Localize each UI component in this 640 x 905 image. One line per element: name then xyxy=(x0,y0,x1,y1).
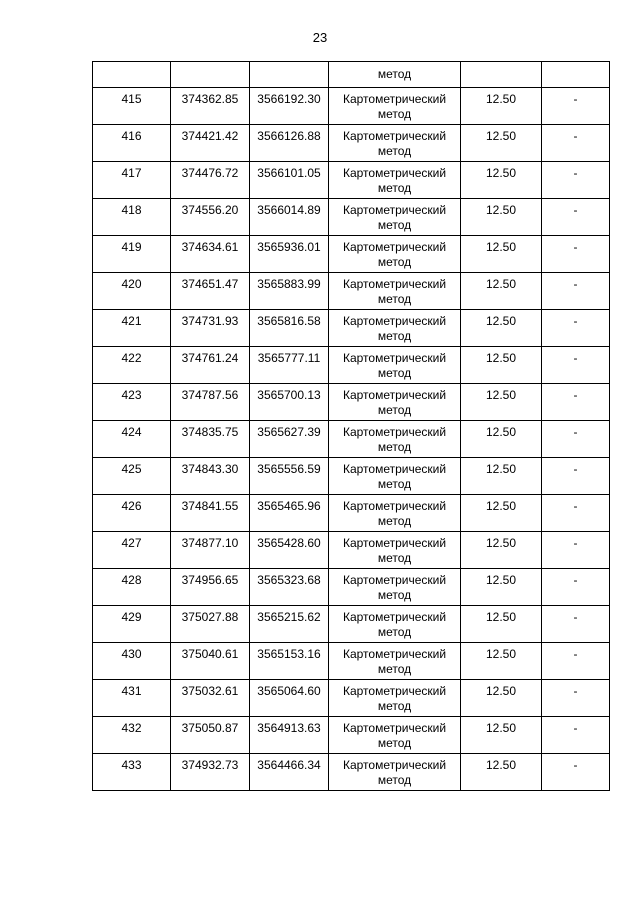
cell-method: Картометрический метод xyxy=(329,495,461,532)
table-row xyxy=(93,643,610,680)
cell-accuracy: 12.50 xyxy=(461,88,542,125)
table-row xyxy=(93,532,610,569)
cell-note: - xyxy=(542,754,610,791)
cell-y: 3565627.39 xyxy=(250,421,329,458)
cell-y: 3565465.96 xyxy=(250,495,329,532)
continuation-row xyxy=(93,62,610,88)
cell-note: - xyxy=(542,347,610,384)
cell-accuracy: 12.50 xyxy=(461,569,542,606)
cell-method: Картометрический метод xyxy=(329,680,461,717)
cell-y: 3565936.01 xyxy=(250,236,329,273)
cell-y: 3566126.88 xyxy=(250,125,329,162)
cell-note: - xyxy=(542,273,610,310)
cell-method: Картометрический метод xyxy=(329,88,461,125)
table-row xyxy=(93,717,610,754)
table-row xyxy=(93,754,610,791)
table-row xyxy=(93,199,610,236)
cell-y: 3564913.63 xyxy=(250,717,329,754)
cell-note: - xyxy=(542,88,610,125)
cell-accuracy: 12.50 xyxy=(461,384,542,421)
cell-x: 374956.65 xyxy=(171,569,250,606)
page-number: 23 xyxy=(312,30,328,45)
cell-x: 374421.42 xyxy=(171,125,250,162)
cell-method: Картометрический метод xyxy=(329,162,461,199)
cell-number: 427 xyxy=(93,532,171,569)
cell-x: 374932.73 xyxy=(171,754,250,791)
cell-y: 3565215.62 xyxy=(250,606,329,643)
cell-method-tail: метод xyxy=(329,62,461,88)
cell-number: 418 xyxy=(93,199,171,236)
table-row xyxy=(93,347,610,384)
cell-method: Картометрический метод xyxy=(329,532,461,569)
cell-x: 375032.61 xyxy=(171,680,250,717)
cell-y: 3566101.05 xyxy=(250,162,329,199)
cell-number: 429 xyxy=(93,606,171,643)
cell-note: - xyxy=(542,162,610,199)
table-row xyxy=(93,125,610,162)
cell-y: 3565777.11 xyxy=(250,347,329,384)
cell-accuracy: 12.50 xyxy=(461,236,542,273)
cell-accuracy: 12.50 xyxy=(461,643,542,680)
cell-note: - xyxy=(542,125,610,162)
table-row xyxy=(93,310,610,347)
cell-accuracy: 12.50 xyxy=(461,310,542,347)
table-row xyxy=(93,384,610,421)
cell-note: - xyxy=(542,717,610,754)
cell-number: 416 xyxy=(93,125,171,162)
cell-number: 420 xyxy=(93,273,171,310)
cell-x: 374556.20 xyxy=(171,199,250,236)
cell-number: 425 xyxy=(93,458,171,495)
cell-number: 426 xyxy=(93,495,171,532)
table-row xyxy=(93,569,610,606)
cell-x: 374787.56 xyxy=(171,384,250,421)
cell-x: 374841.55 xyxy=(171,495,250,532)
cell-y: 3565816.58 xyxy=(250,310,329,347)
cell-note: - xyxy=(542,458,610,495)
cell-number: 423 xyxy=(93,384,171,421)
cell-y: 3565323.68 xyxy=(250,569,329,606)
table-row xyxy=(93,273,610,310)
cell-number: 430 xyxy=(93,643,171,680)
cell-number: 432 xyxy=(93,717,171,754)
cell-method: Картометрический метод xyxy=(329,458,461,495)
table-row xyxy=(93,421,610,458)
cell-number xyxy=(93,62,171,88)
cell-number: 421 xyxy=(93,310,171,347)
cell-y: 3565700.13 xyxy=(250,384,329,421)
cell-y: 3566014.89 xyxy=(250,199,329,236)
cell-x: 375050.87 xyxy=(171,717,250,754)
cell-x: 374761.24 xyxy=(171,347,250,384)
cell-method: Картометрический метод xyxy=(329,569,461,606)
table-row xyxy=(93,606,610,643)
cell-number: 417 xyxy=(93,162,171,199)
cell-accuracy: 12.50 xyxy=(461,495,542,532)
cell-x: 374835.75 xyxy=(171,421,250,458)
cell-note: - xyxy=(542,532,610,569)
cell-accuracy: 12.50 xyxy=(461,273,542,310)
cell-x: 375040.61 xyxy=(171,643,250,680)
cell-y: 3565883.99 xyxy=(250,273,329,310)
coordinates-table xyxy=(92,61,610,791)
cell-y: 3566192.30 xyxy=(250,88,329,125)
cell-method: Картометрический метод xyxy=(329,384,461,421)
cell-method: Картометрический метод xyxy=(329,273,461,310)
cell-number: 415 xyxy=(93,88,171,125)
cell-note: - xyxy=(542,384,610,421)
cell-note: - xyxy=(542,236,610,273)
cell-accuracy: 12.50 xyxy=(461,606,542,643)
cell-x: 374651.47 xyxy=(171,273,250,310)
cell-accuracy: 12.50 xyxy=(461,754,542,791)
cell-y: 3565153.16 xyxy=(250,643,329,680)
cell-number: 419 xyxy=(93,236,171,273)
cell-number: 422 xyxy=(93,347,171,384)
cell-note: - xyxy=(542,310,610,347)
cell-method: Картометрический метод xyxy=(329,606,461,643)
table-row xyxy=(93,236,610,273)
cell-method: Картометрический метод xyxy=(329,347,461,384)
cell-method: Картометрический метод xyxy=(329,643,461,680)
coordinates-table-body xyxy=(93,62,610,791)
table-row xyxy=(93,458,610,495)
cell-note xyxy=(542,62,610,88)
cell-number: 433 xyxy=(93,754,171,791)
table-row xyxy=(93,88,610,125)
cell-note: - xyxy=(542,680,610,717)
cell-accuracy: 12.50 xyxy=(461,532,542,569)
table-row xyxy=(93,162,610,199)
cell-y: 3565064.60 xyxy=(250,680,329,717)
cell-accuracy xyxy=(461,62,542,88)
cell-method: Картометрический метод xyxy=(329,236,461,273)
cell-accuracy: 12.50 xyxy=(461,199,542,236)
cell-x: 374362.85 xyxy=(171,88,250,125)
cell-x: 374731.93 xyxy=(171,310,250,347)
cell-y: 3564466.34 xyxy=(250,754,329,791)
cell-note: - xyxy=(542,643,610,680)
cell-accuracy: 12.50 xyxy=(461,458,542,495)
cell-y: 3565428.60 xyxy=(250,532,329,569)
cell-accuracy: 12.50 xyxy=(461,717,542,754)
cell-accuracy: 12.50 xyxy=(461,125,542,162)
cell-method: Картометрический метод xyxy=(329,125,461,162)
cell-method: Картометрический метод xyxy=(329,310,461,347)
cell-note: - xyxy=(542,421,610,458)
cell-number: 428 xyxy=(93,569,171,606)
cell-method: Картометрический метод xyxy=(329,421,461,458)
cell-note: - xyxy=(542,569,610,606)
table-row xyxy=(93,495,610,532)
table-row xyxy=(93,680,610,717)
cell-y: 3565556.59 xyxy=(250,458,329,495)
cell-x: 374634.61 xyxy=(171,236,250,273)
cell-note: - xyxy=(542,606,610,643)
cell-note: - xyxy=(542,495,610,532)
cell-accuracy: 12.50 xyxy=(461,162,542,199)
cell-accuracy: 12.50 xyxy=(461,680,542,717)
cell-x xyxy=(171,62,250,88)
cell-accuracy: 12.50 xyxy=(461,347,542,384)
cell-y xyxy=(250,62,329,88)
cell-method: Картометрический метод xyxy=(329,717,461,754)
cell-accuracy: 12.50 xyxy=(461,421,542,458)
cell-method: Картометрический метод xyxy=(329,199,461,236)
cell-number: 424 xyxy=(93,421,171,458)
cell-x: 374877.10 xyxy=(171,532,250,569)
cell-method: Картометрический метод xyxy=(329,754,461,791)
cell-note: - xyxy=(542,199,610,236)
cell-x: 374843.30 xyxy=(171,458,250,495)
cell-x: 374476.72 xyxy=(171,162,250,199)
cell-x: 375027.88 xyxy=(171,606,250,643)
cell-number: 431 xyxy=(93,680,171,717)
